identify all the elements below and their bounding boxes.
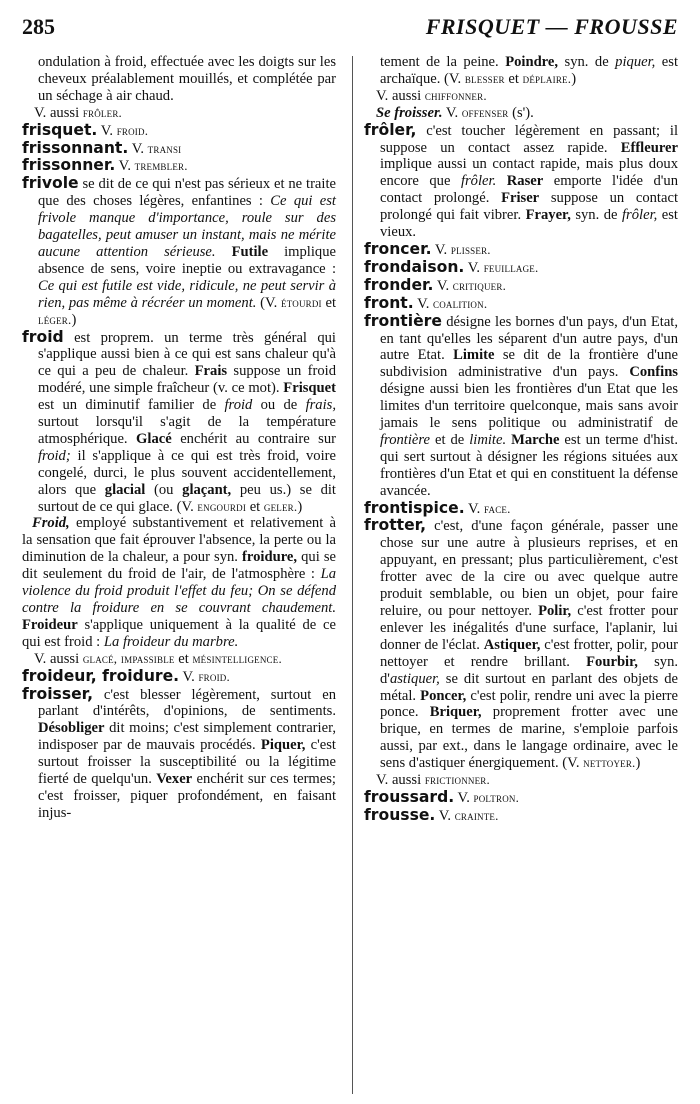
cross-reference: coalition. [433, 295, 488, 311]
headword: froncer. [364, 239, 432, 258]
entry-fronder: fronder. V. critiquer. [364, 275, 507, 294]
entry-frisquet: frisquet. V. froid. [22, 120, 149, 139]
headword: fronder. [364, 275, 434, 294]
headword: froideur, froidure. [22, 666, 180, 685]
page-number: 285 [22, 14, 55, 39]
synonym: Briquer, [429, 704, 482, 721]
cross-reference: offenser [461, 104, 509, 120]
headword: frousse. [364, 805, 436, 824]
entry-se-froisser: Se froisser. V. offenser (s'). [376, 104, 534, 121]
headword: frontispice. [364, 498, 465, 517]
synonym: Frais [194, 363, 228, 380]
entry-frontiere: frontière désigne les bornes d'un pays, d'un Etat, en tant qu'elles les séparent d'un autre pays, d'un autre Etat. Limite se dit de la frontière d'une subdivision administrative d'un pays. Confins désigne aussi bien les frontières d'un Etat que les limites d'un territoire quelconque, mais sans avoir jamais le sens politique ou administratif de frontière et de limite. Marche est un terme d'hist. qui sert surtout à désigner les régions situées aux frontières d'un Etat et qui en constituent la défense avancée. [364, 311, 678, 499]
headword: Se froisser. [376, 104, 443, 121]
cross-reference: déplaire. [522, 70, 572, 86]
headword: frotter, [364, 516, 426, 535]
synonym: Piquer, [260, 737, 306, 754]
synonym: Poindre, [505, 54, 559, 70]
entry-froncer: froncer. V. plisser. [364, 239, 491, 258]
entry-frissonnant: frissonnant. V. transi [22, 138, 182, 157]
cross-reference: engourdi [197, 498, 247, 514]
cross-reference: plisser. [450, 241, 491, 257]
see-also: V. aussi frictionner. [376, 772, 490, 789]
synonym: Froideur [22, 616, 78, 633]
cross-reference: feuillage. [483, 259, 539, 275]
synonym: Froid, [32, 515, 70, 532]
entry-frondaison: frondaison. V. feuillage. [364, 257, 539, 276]
synonym: glacial [104, 481, 146, 498]
example: Ce qui est frivole manque d'importance, roule sur des bagatelles, peut amuser un instant, mais ne mérite aucune attention sérieuse. [38, 193, 336, 260]
cross-reference: froid. [198, 668, 230, 684]
entry-froid-noun: Froid, employé substantivement et relativement à la sensation que fait éprouver l'absence, la perte ou la diminution de la chaleur, a pour syn. froidure, qui se dit seulement du froid de l'air, de l'atmosphère : La violence du froid produit l'effet du feu; On se défend contre la froidure en se couvrant chaudement. Froideur s'applique uniquement à la qualité de ce qui est froid : La froideur du marbre. [22, 515, 336, 650]
synonym: Marche [511, 431, 560, 448]
cross-reference: critiquer. [452, 277, 507, 293]
cross-reference: trembler. [134, 158, 188, 174]
cross-reference: nettoyer. [583, 755, 636, 771]
headword: frissonnant. [22, 138, 129, 157]
entry-frontispice: frontispice. V. face. [364, 498, 511, 517]
cross-reference: blesser [464, 70, 505, 86]
headword: frondaison. [364, 257, 465, 276]
synonym: Limite [453, 347, 495, 364]
entry-frivole: frivole se dit de ce qui n'est pas sérieux et ne traite que des choses légères, enfantines : Ce qui est frivole manque d'importance, roule sur des bagatelles, peut amuser un instant, mais ne mérite aucune attention sérieuse. Futile implique absence de sens, voire ineptie ou extravagance : Ce qui est futile est vide, ridicule, ne peut servir à rien, pas même à récréer un moment. (V. étourdi et léger.) [22, 174, 337, 328]
left-column [22, 54, 336, 822]
cross-reference: face. [483, 500, 511, 516]
entry-continuation: tement de la peine. Poindre, syn. de piquer, est archaïque. (V. blesser et déplaire.) [380, 54, 679, 87]
entry-froussard: froussard. V. poltron. [364, 787, 520, 806]
synonym: Poncer, [420, 687, 467, 704]
synonym: froidure, [242, 549, 298, 566]
synonym: Glacé [136, 430, 172, 447]
headword: frissonner. [22, 156, 116, 175]
cross-reference: poltron. [473, 789, 520, 805]
see-also: V. aussi glacé, impassible et mésintelligence. [34, 650, 282, 667]
example: Ce qui est futile est vide, ridicule, ne peut servir à rien, pas même à récréer un moment. [38, 277, 336, 311]
entry-froid: froid est proprem. un terme très général qui s'applique aussi bien à ce qui est sans chaleur qu'à ce qui a peu de chaleur. Frais suppose un froid modéré, une simple fraîcheur (v. ce mot). Frisquet est un diminutif familier de froid ou de frais, surtout lorsqu'il s'agit de la température atmosphérique. Glacé enchérit au contraire sur froid; il s'applique à ce qui est très froid, voire congelé, durci, le plus souvent accidentellement, alors que glacial (ou glaçant, peu us.) se dit surtout de ce qui glace. (V. engourdi et geler.) [22, 327, 337, 515]
headword: froid [22, 327, 64, 346]
example: La froideur du marbre. [103, 633, 239, 650]
synonym: Polir, [538, 603, 572, 619]
headword: frisquet. [22, 120, 98, 139]
headword: frôler, [364, 120, 417, 139]
headword: frontière [364, 311, 442, 330]
example: La violence du froid produit l'effet du feu; On se défend contre la froidure en se couvrant chaudement. [22, 566, 336, 616]
synonym: glaçant, [182, 481, 232, 498]
synonym: Futile [231, 243, 269, 260]
synonym: Vexer [156, 771, 193, 788]
cross-reference: léger. [38, 311, 72, 327]
running-head: FRISQUET — FROUSSE [425, 14, 678, 39]
entry-froisser: froisser, c'est blesser légèrement, surtout en parlant d'intérêts, d'opinions, de sentiments. Désobliger dit moins; c'est simplement contrarier, indisposer par de mauvais procédés. Piquer, c'est surtout froisser la susceptibilité ou la légitime fierté de quelqu'un. Vexer enchérit sur ces termes; c'est froisser, piquer profondément, en faisant injus- [22, 684, 336, 821]
cross-reference: geler. [263, 498, 298, 514]
entry-frissonner: frissonner. V. trembler. [22, 156, 188, 175]
headword: froussard. [364, 787, 455, 806]
synonym: Fourbir, [586, 653, 638, 670]
headword: froisser, [22, 684, 93, 703]
page-header [22, 14, 678, 44]
cross-reference: crainte. [454, 807, 499, 823]
synonym: Effleurer [620, 139, 678, 156]
synonym: Désobliger [38, 720, 105, 737]
synonym: Frayer, [525, 207, 571, 224]
right-column [364, 54, 678, 825]
entry-froideur: froideur, froidure. V. froid. [22, 666, 230, 685]
cross-reference: froid. [116, 122, 149, 138]
headword: front. [364, 293, 414, 312]
entry-frousse: frousse. V. crainte. [364, 805, 499, 824]
synonym: Frisquet [283, 380, 336, 397]
cross-reference: transi [147, 140, 182, 156]
see-also: V. aussi chiffonner. [376, 87, 487, 104]
synonym: Astiquer, [483, 636, 541, 653]
entry-front: front. V. coalition. [364, 293, 488, 312]
column-divider [352, 56, 353, 1094]
synonym: Confins [629, 364, 678, 381]
see-also: V. aussi frôler. [34, 104, 122, 121]
entry-froler: frôler, c'est toucher légèrement en passant; il suppose un contact assez rapide. Effleurer implique aussi un contact rapide, mais plus doux encore que frôler. Raser emporte l'idée d'un contact prolongé. Friser suppose un contact prolongé qui fait vibrer. Frayer, syn. de frôler, est vieux. [364, 120, 679, 241]
entry-continuation: ondulation à froid, effectuée avec les doigts sur les cheveux préalablement mouillés, et complétée par un séchage à air chaud. [38, 54, 336, 104]
entry-frotter: frotter, c'est, d'une façon générale, passer une chose sur une autre à plusieurs reprises, et en appuyant, en pressant; plus particulièrement, c'est frotter avec de la cire ou avec quelque autre produit semblable, ou bien un objet, pour faire reluire, ou pour nettoyer. Polir, c'est frotter pour enlever les inégalités d'une surface, l'aplanir, lui donner de l'éclat. Astiquer, c'est frotter, polir, pour nettoyer et rendre brillant. Fourbir, syn. d'astiquer, se dit surtout en parlant des objets de métal. Poncer, c'est polir, rendre uni avec la pierre ponce. Briquer, proprement frotter avec une brique, en termes de marine, s'emploie parfois aussi, par ext., dans le langage ordinaire, avec le sens d'astiquer énergiquement. (V. nettoyer.) [364, 516, 679, 772]
synonym: Raser [506, 173, 544, 190]
cross-reference: étourdi [281, 294, 322, 310]
headword: frivole [22, 174, 79, 193]
synonym: Friser [501, 190, 540, 207]
